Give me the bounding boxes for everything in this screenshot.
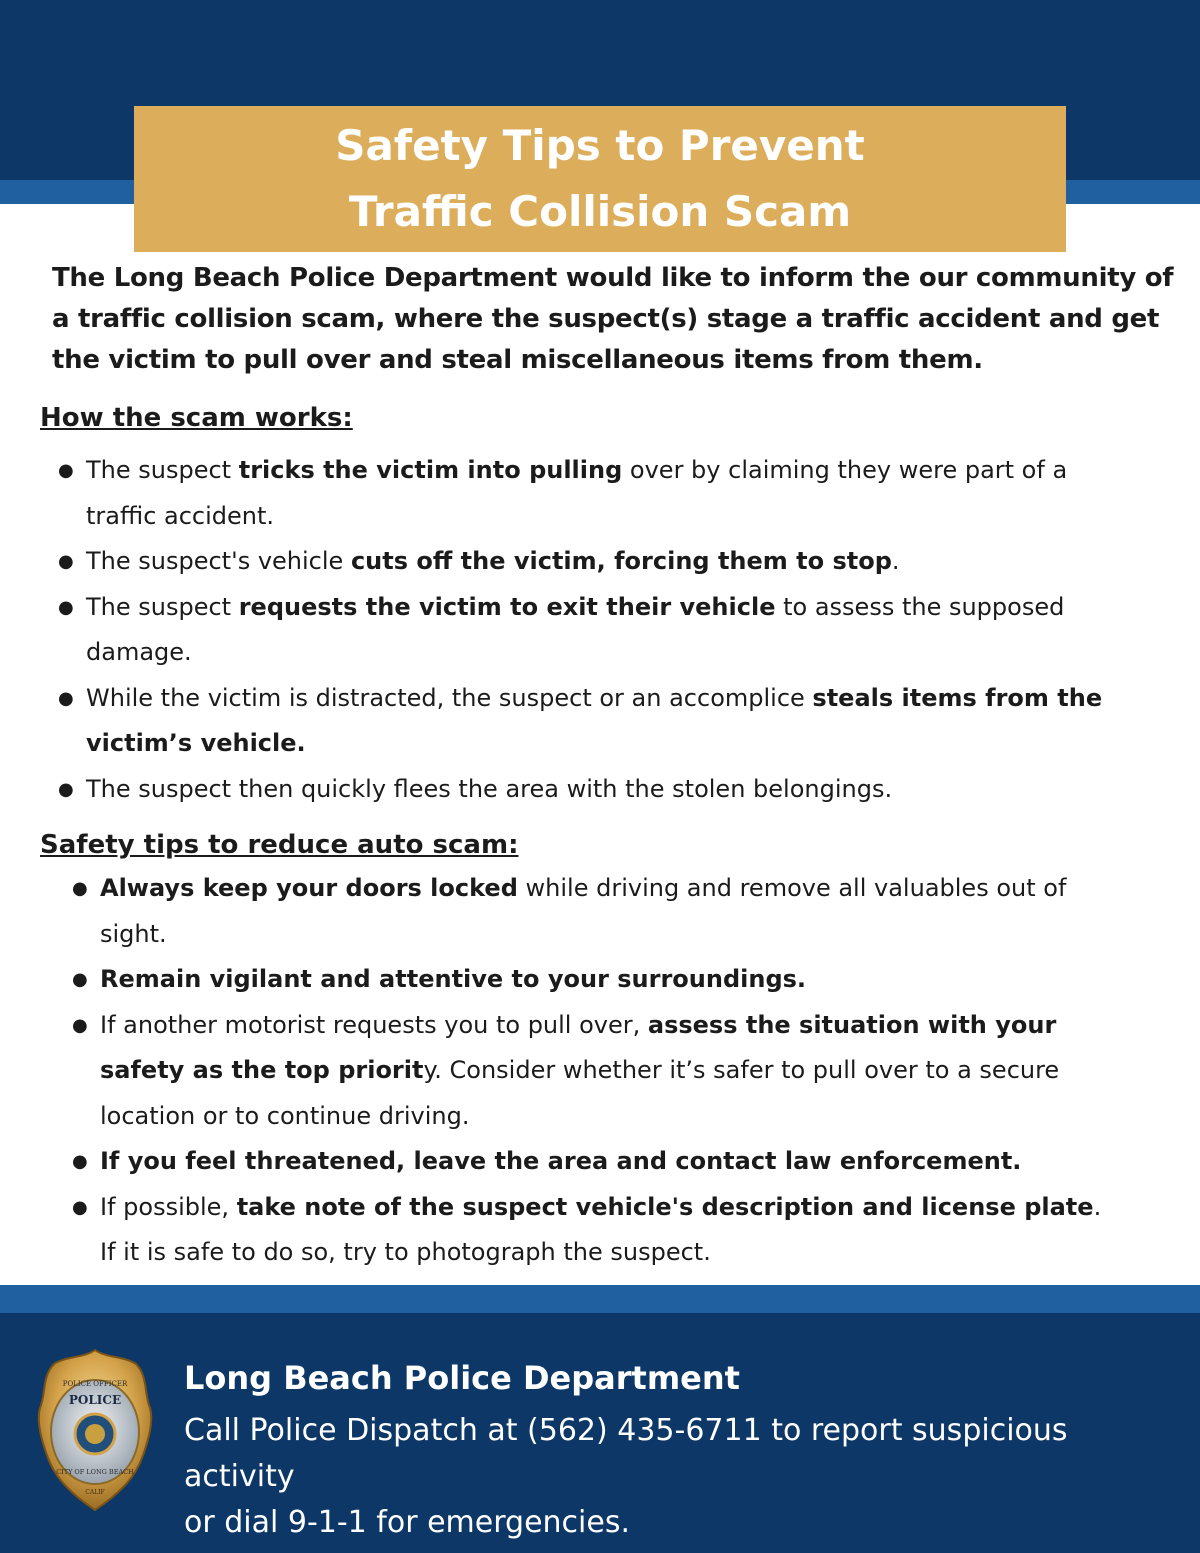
list-item: ● The suspect then quickly flees the area with the stolen belongings. xyxy=(86,767,1106,813)
bullet-icon: ● xyxy=(58,778,74,800)
list-item: ● If another motorist requests you to pull over, assess the situation with your safety as the top priority. Consider whether it’s safer to pull over to a secure location or to continue driving. xyxy=(100,1003,1120,1140)
bullet-icon: ● xyxy=(58,460,74,481)
list-item: ● Always keep your doors locked while driving and remove all valuables out of sight. xyxy=(100,866,1120,957)
badge-text-calif: CALIF xyxy=(85,1489,105,1496)
badge-text-mid: POLICE xyxy=(68,1393,122,1407)
bullet-icon: ● xyxy=(72,878,88,899)
police-badge-icon xyxy=(36,1346,154,1514)
safety-tips-list xyxy=(72,866,1120,1276)
list-item: ● While the victim is distracted, the suspect or an accomplice steals items from the victim’s vehicle. xyxy=(86,676,1106,767)
intro-paragraph: The Long Beach Police Department would like to inform the our community of a traffic collision scam, where the suspect(s) stage a traffic accident and get the victim to pull over and steal miscellaneous items from them. xyxy=(52,263,1174,375)
footer-line-1: Call Police Dispatch at (562) 435-6711 to report suspicious activity xyxy=(184,1413,1068,1494)
badge-text-bottom: CITY OF LONG BEACH xyxy=(56,1468,134,1476)
footer-line-2: or dial 9-1-1 for emergencies. xyxy=(184,1505,631,1540)
footer-stripe xyxy=(0,1285,1200,1313)
list-item: ● The suspect tricks the victim into pulling over by claiming they were part of a traffic accident. xyxy=(86,448,1106,539)
how-scam-works-list xyxy=(58,448,1106,812)
list-item: ● Remain vigilant and attentive to your surroundings. xyxy=(100,957,1120,1003)
list-item: ● If possible, take note of the suspect vehicle's description and license plate. If it is safe to do so, try to photograph the suspect. xyxy=(100,1185,1120,1276)
badge-text-top: POLICE OFFICER xyxy=(62,1380,128,1388)
title-banner xyxy=(134,106,1066,252)
footer-contact-text xyxy=(184,1408,1184,1546)
list-item: ● The suspect's vehicle cuts off the victim, forcing them to stop. xyxy=(86,539,1106,585)
list-item: ● If you feel threatened, leave the area and contact law enforcement. xyxy=(100,1139,1120,1185)
title-line-1: Safety Tips to Prevent xyxy=(335,121,865,170)
how-scam-works-heading: How the scam works: xyxy=(40,403,353,433)
bullet-icon: ● xyxy=(72,969,88,990)
bullet-icon: ● xyxy=(58,551,74,572)
safety-tips-heading: Safety tips to reduce auto scam: xyxy=(40,830,519,860)
bullet-icon: ● xyxy=(72,1014,88,1036)
title-line-2: Traffic Collision Scam xyxy=(348,187,852,236)
list-item: ● The suspect requests the victim to exit their vehicle to assess the supposed damage. xyxy=(86,585,1106,676)
bullet-icon: ● xyxy=(72,1151,88,1172)
bullet-icon: ● xyxy=(58,687,74,709)
bullet-icon: ● xyxy=(72,1196,88,1218)
bullet-icon: ● xyxy=(58,596,74,618)
footer-org-name: Long Beach Police Department xyxy=(184,1359,740,1397)
